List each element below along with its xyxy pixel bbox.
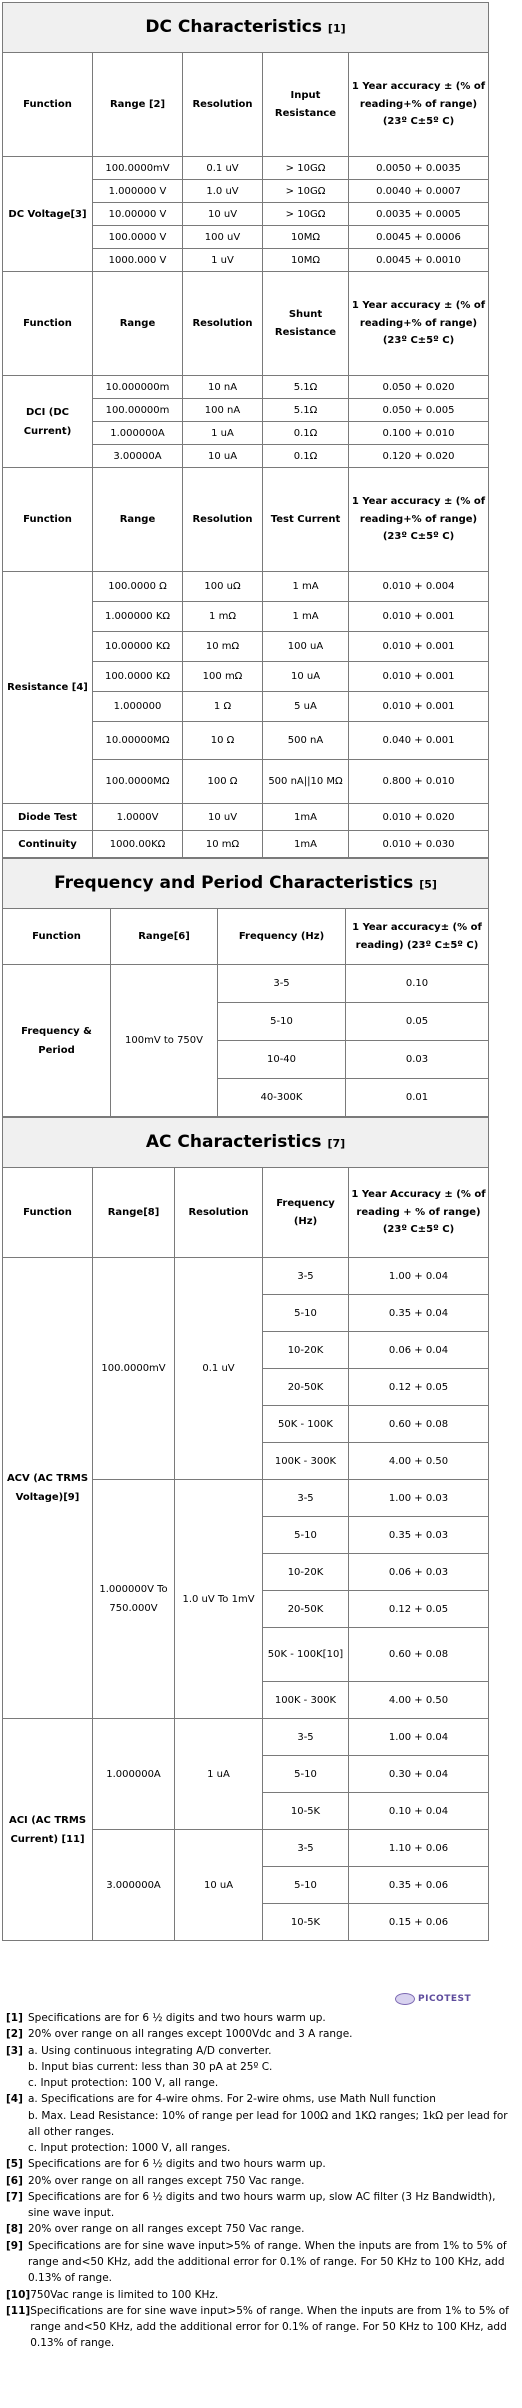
table-cell: 1.000000 KΩ [93,602,183,632]
footnote-text: Specifications are for sine wave input>5% of range. When the inputs are from 1% to 5% of range and<50 KHz, add the additional error for 0.1% of range. For 50 KHz to 100 KHz, add 0.13% of range. [30,2304,509,2350]
table-cell: 10 mΩ [183,831,263,858]
table-cell: 10 nA [183,376,263,399]
footnote [6,2238,514,2287]
table-cell: 1000.000 V [93,249,183,272]
table-cell: 10 uV [183,203,263,226]
column-header: Test Current [263,468,349,572]
table-cell: 5.1Ω [263,399,349,422]
footnote-text: Specifications are for 6 ½ digits and two hours warm up. [28,2012,326,2024]
footnote-text: 20% over range on all ranges except 1000Vdc and 3 A range. [28,2028,353,2041]
function-label: Frequency & Period [3,965,111,1117]
table-cell: > 10GΩ [263,157,349,180]
header-row [3,1168,489,1258]
function-label: Diode Test [3,804,93,831]
table-cell: 10.00000 KΩ [93,632,183,662]
table-cell: 1.000000A [93,422,183,445]
column-header: Frequency (Hz) [218,909,346,965]
table-cell: 3-5 [263,1480,349,1517]
table-cell: 0.010 + 0.001 [349,602,489,632]
table-cell: 0.1Ω [263,445,349,468]
table-cell: 5 uA [263,692,349,722]
table-cell: 0.010 + 0.001 [349,692,489,722]
column-header: Resolution [183,53,263,157]
frequency-period-table [2,858,489,1117]
table-cell: 1.00 + 0.03 [349,1480,489,1517]
table-cell: 500 nA||10 MΩ [263,760,349,804]
footnotes [6,2010,514,2352]
table-cell: 5-10 [263,1867,349,1904]
section-title-row [3,3,489,53]
table-cell: 0.35 + 0.04 [349,1295,489,1332]
table-cell: 1.000000 V [93,180,183,203]
table-cell: 0.800 + 0.010 [349,760,489,804]
table-cell: 100K - 300K [263,1443,349,1480]
column-header: Range [93,468,183,572]
column-header: Function [3,1168,93,1258]
table-cell: 100K - 300K [263,1682,349,1719]
table-cell: 10-40 [218,1041,346,1079]
table-cell: 3-5 [263,1258,349,1295]
table-cell: 100.00000m [93,399,183,422]
table-row [3,1258,489,1295]
table-cell: 10 mΩ [183,632,263,662]
footnote-number: [7] [6,2190,23,2203]
footnote [6,2189,514,2222]
footnote [6,2091,514,2156]
footnote-text: 20% over range on all ranges except 750 Vac range. [28,2223,305,2236]
header-row [3,53,489,157]
table-cell: 10 uV [183,804,263,831]
table-cell: 1mA [263,804,349,831]
resolution-cell: 0.1 uV [175,1258,263,1480]
column-header: Resolution [183,272,263,376]
section-title [3,859,489,909]
table-cell: 0.010 + 0.020 [349,804,489,831]
table-cell: 1 uA [183,422,263,445]
table-cell: 0.06 + 0.03 [349,1554,489,1591]
column-header: Range [2] [93,53,183,157]
table-cell: 1.0 uV [183,180,263,203]
range-cell: 3.000000A [93,1830,175,1941]
table-cell: 100 nA [183,399,263,422]
table-cell: 100 mΩ [183,662,263,692]
table-cell: 3-5 [263,1719,349,1756]
section-title-ref: [1] [327,22,346,36]
table-cell: 0.010 + 0.001 [349,662,489,692]
section-title-row [3,859,489,909]
table-row [3,1719,489,1756]
table-cell: 10.000000m [93,376,183,399]
table-cell: 1.00 + 0.04 [349,1719,489,1756]
column-header: Range[8] [93,1168,175,1258]
resolution-cell: 10 uA [175,1830,263,1941]
footnote-number: [9] [6,2239,23,2252]
footnote-number: [6] [6,2174,23,2187]
column-header: 1 Year accuracy± (% of reading) (23º C±5º C) [346,909,489,965]
table-row [3,965,489,1003]
footnote-number: [3] [6,2044,23,2057]
column-header: Range[6] [111,909,218,965]
footnote [6,2173,514,2189]
section-title-row [3,1118,489,1168]
table-cell: 0.050 + 0.020 [349,376,489,399]
table-cell: 1000.00KΩ [93,831,183,858]
column-header: Function [3,272,93,376]
logo-text: PICOTEST [418,1994,472,2004]
footnote-number: [8] [6,2223,23,2236]
column-header: Function [3,53,93,157]
table-cell: 100 uΩ [183,572,263,602]
table-cell: 50K - 100K [263,1406,349,1443]
footnote-number: [1] [6,2012,23,2024]
table-cell: 0.01 [346,1079,489,1117]
table-cell: 1.00 + 0.04 [349,1258,489,1295]
footnote [6,2221,514,2237]
table-cell: 1 mΩ [183,602,263,632]
table-cell: 100 uA [263,632,349,662]
footnote [6,2303,514,2352]
picotest-logo [395,1992,490,2006]
dc-characteristics-table [2,2,489,858]
footnote [6,2043,514,2092]
table-cell: 0.10 [346,965,489,1003]
table-cell: 10-20K [263,1554,349,1591]
footnote-text: a. Using continuous integrating A/D converter. b. Input bias current: less than 30 pA at 25º C. c. Input protection: 100 V, all range. [28,2044,273,2090]
table-cell: 100 Ω [183,760,263,804]
table-cell: 1.000000 [93,692,183,722]
table-cell: 10-5K [263,1904,349,1941]
table-row [3,157,489,180]
table-cell: 10.00000 V [93,203,183,226]
table-cell: 1.10 + 0.06 [349,1830,489,1867]
table-cell: 5-10 [263,1295,349,1332]
table-cell: 0.12 + 0.05 [349,1369,489,1406]
section-title-ref: [5] [419,878,437,892]
table-cell: 40-300K [218,1079,346,1117]
table-cell: 1 mA [263,572,349,602]
column-header: 1 Year accuracy ± (% of reading+% of range) (23º C±5º C) [349,272,489,376]
table-cell: > 10GΩ [263,180,349,203]
table-cell: 20-50K [263,1369,349,1406]
section-title [3,3,489,53]
function-label: ACV (AC TRMS Voltage)[9] [3,1258,93,1719]
table-cell: 100.0000 KΩ [93,662,183,692]
column-header: Frequency (Hz) [263,1168,349,1258]
table-cell: 5.1Ω [263,376,349,399]
footnote-text: Specifications are for 6 ½ digits and two hours warm up. [28,2158,326,2171]
footnote-text: Specifications are for sine wave input>5% of range. When the inputs are from 1% to 5% of range and<50 KHz, add the additional error for 0.1% of range. For 50 KHz to 100 KHz, add 0.13% of range. [28,2239,507,2285]
table-cell: 0.60 + 0.08 [349,1628,489,1682]
table-cell: 0.010 + 0.030 [349,831,489,858]
section-title-ref: [7] [327,1137,346,1151]
logo-mark-icon [395,1993,415,2005]
table-cell: 0.0050 + 0.0035 [349,157,489,180]
table-cell: 0.0045 + 0.0006 [349,226,489,249]
section-title-text: Frequency and Period Characteristics [54,873,414,894]
table-cell: 0.010 + 0.004 [349,572,489,602]
column-header: Resolution [183,468,263,572]
table-cell: 4.00 + 0.50 [349,1682,489,1719]
column-header: 1 Year Accuracy ± (% of reading + % of range) (23º C±5º C) [349,1168,489,1258]
header-row [3,272,489,376]
function-label: Continuity [3,831,93,858]
footnote [6,2287,514,2303]
footnote-number: [2] [6,2028,23,2041]
table-cell: 1 mA [263,602,349,632]
table-cell: 0.050 + 0.005 [349,399,489,422]
table-cell: 10 uA [263,662,349,692]
table-cell: 0.06 + 0.04 [349,1332,489,1369]
table-cell: 0.0035 + 0.0005 [349,203,489,226]
table-cell: 10-5K [263,1793,349,1830]
footnote-number: [11] [6,2304,31,2317]
resolution-cell: 1 uA [175,1719,263,1830]
table-cell: 0.35 + 0.03 [349,1517,489,1554]
table-cell: 0.30 + 0.04 [349,1756,489,1793]
table-row [3,572,489,602]
range-cell: 100mV to 750V [111,965,218,1117]
column-header: Input Resistance [263,53,349,157]
column-header: Shunt Resistance [263,272,349,376]
table-cell: 5-10 [263,1756,349,1793]
footnote-number: [4] [6,2093,23,2106]
function-label: Resistance [4] [3,572,93,804]
column-header: 1 Year accuracy ± (% of reading+% of range) (23º C±5º C) [349,53,489,157]
table-cell: 1 uV [183,249,263,272]
range-cell: 1.000000V To 750.000V [93,1480,175,1719]
table-cell: 100.0000 Ω [93,572,183,602]
table-cell: 0.0040 + 0.0007 [349,180,489,203]
column-header: Function [3,468,93,572]
footnote-text: 20% over range on all ranges except 750 Vac range. [28,2174,305,2187]
table-cell: 1.0000V [93,804,183,831]
header-row [3,468,489,572]
table-cell: 0.0045 + 0.0010 [349,249,489,272]
column-header: Range [93,272,183,376]
table-cell: 0.040 + 0.001 [349,722,489,760]
function-label: ACI (AC TRMS Current) [11] [3,1719,93,1941]
function-label: DCI (DC Current) [3,376,93,468]
table-cell: 3-5 [218,965,346,1003]
table-cell: 0.10 + 0.04 [349,1793,489,1830]
resolution-cell: 1.0 uV To 1mV [175,1480,263,1719]
table-cell: 20-50K [263,1591,349,1628]
table-cell: 0.120 + 0.020 [349,445,489,468]
footnote-number: [5] [6,2158,23,2171]
table-cell: 1mA [263,831,349,858]
table-cell: 1 Ω [183,692,263,722]
range-cell: 1.000000A [93,1719,175,1830]
table-cell: 5-10 [218,1003,346,1041]
table-cell: 0.60 + 0.08 [349,1406,489,1443]
footnote-number: [10] [6,2288,31,2301]
footnote [6,2026,514,2042]
table-row [3,804,489,831]
footnote-text: Specifications are for 6 ½ digits and two hours warm up, slow AC filter (3 Hz Bandwidth), sine wave input. [28,2190,496,2220]
table-cell: 10.00000MΩ [93,722,183,760]
section-title [3,1118,489,1168]
table-cell: 0.1Ω [263,422,349,445]
table-row [3,376,489,399]
table-row [3,831,489,858]
table-cell: 50K - 100K[10] [263,1628,349,1682]
table-cell: 3-5 [263,1830,349,1867]
footnote-text: a. Specifications are for 4-wire ohms. For 2-wire ohms, use Math Null function b. Max. Lead Resistance: 10% of range per lead for 100Ω and 1KΩ ranges; 1kΩ per lead for all other ranges. c. Input protection: 1000 V, all ranges. [28,2093,508,2155]
column-header: Resolution [175,1168,263,1258]
table-cell: 0.12 + 0.05 [349,1591,489,1628]
table-cell: 10 Ω [183,722,263,760]
function-label: DC Voltage[3] [3,157,93,272]
table-cell: 100.0000mV [93,157,183,180]
section-title-text: AC Characteristics [145,1132,322,1153]
table-cell: 3.00000A [93,445,183,468]
header-row [3,909,489,965]
table-cell: 500 nA [263,722,349,760]
table-cell: 10 uA [183,445,263,468]
table-cell: 100 uV [183,226,263,249]
table-cell: 5-10 [263,1517,349,1554]
footnote-text: 750Vac range is limited to 100 KHz. [30,2288,219,2301]
section-title-text: DC Characteristics [145,17,322,38]
table-cell: 10MΩ [263,226,349,249]
column-header: 1 Year accuracy ± (% of reading+% of range) (23º C±5º C) [349,468,489,572]
range-cell: 100.0000mV [93,1258,175,1480]
ac-characteristics-table [2,1117,489,1941]
table-cell: 0.35 + 0.06 [349,1867,489,1904]
table-cell: > 10GΩ [263,203,349,226]
table-cell: 10MΩ [263,249,349,272]
table-cell: 0.15 + 0.06 [349,1904,489,1941]
table-cell: 100.0000MΩ [93,760,183,804]
table-cell: 100.0000 V [93,226,183,249]
table-cell: 0.03 [346,1041,489,1079]
table-cell: 10-20K [263,1332,349,1369]
footnote [6,2156,514,2172]
table-cell: 0.010 + 0.001 [349,632,489,662]
column-header: Function [3,909,111,965]
table-cell: 0.05 [346,1003,489,1041]
table-cell: 4.00 + 0.50 [349,1443,489,1480]
footnote [6,2010,514,2026]
spec-sheet [2,2,488,1941]
table-cell: 0.100 + 0.010 [349,422,489,445]
table-cell: 0.1 uV [183,157,263,180]
